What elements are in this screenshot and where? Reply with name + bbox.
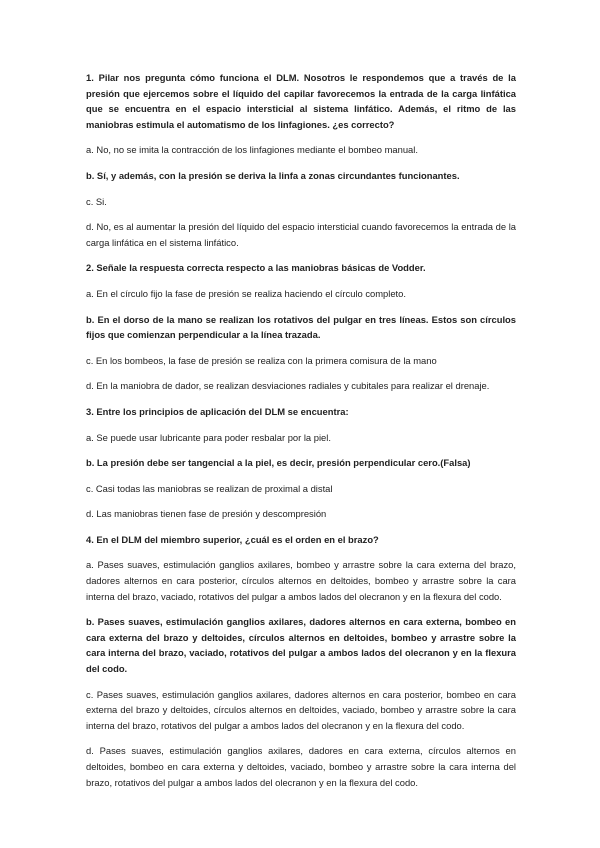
question-4-text: 4. En el DLM del miembro superior, ¿cuál es el orden en el brazo? [86, 533, 379, 545]
question-3-option-b: b. La presión debe ser tangencial a la piel, es decir, presión perpendicular cero.(Falsa) [86, 457, 471, 469]
question-1-option-d: d. No, es al aumentar la presión del líquido del espacio intersticial cuando favorecemos la entrada de la carga linfática en el sistema linfático. [86, 221, 516, 248]
question-2-text: 2. Señale la respuesta correcta respecto a las maniobras básicas de Vodder. [86, 262, 426, 274]
question-4-option-c: c. Pases suaves, estimulación ganglios axilares, dadores alternos en cara posterior, bombeo en cara externa del brazo y deltoides, círculos alternos en deltoides, vaciado, bombeo y arrastre sobre la cara interna del brazo, rotativos del pulgar a ambos lados del olecranon y en la flexura del codo. [86, 688, 516, 731]
question-3-text: 3. Entre los principios de aplicación del DLM se encuentra: [86, 405, 349, 417]
question-4-option-a: a. Pases suaves, estimulación ganglios axilares, bombeo y arrastre sobre la cara externa del brazo, dadores alternos en cara posterior, círculos alternos en deltoides, bombeo y arrastre sobre la cara interna del brazo, vaciado, rotativos del pulgar a ambos lados del olecranon y en la flexura del codo. [86, 559, 516, 602]
question-4 [86, 532, 516, 790]
question-1-option-c: c. Si. [86, 195, 107, 207]
question-4-option-d: d. Pases suaves, estimulación ganglios axilares, dadores en cara externa, círculos alternos en deltoides, bombeo en cara externa y deltoides, vaciado, bombeo y arrastre sobre la cara interna del brazo, rotativos del pulgar a ambos lados del olecranon y en la flexura del codo. [86, 745, 516, 788]
question-2 [86, 260, 516, 394]
question-2-option-d: d. En la maniobra de dador, se realizan desviaciones radiales y cubitales para realizar el drenaje. [86, 380, 490, 392]
question-3-option-c: c. Casi todas las maniobras se realizan de proximal a distal [86, 482, 333, 494]
question-1-option-a: a. No, no se imita la contracción de los linfagiones mediante el bombeo manual. [86, 144, 418, 156]
question-3 [86, 404, 516, 522]
question-3-option-d: d. Las maniobras tienen fase de presión y descompresión [86, 508, 327, 520]
question-4-option-b: b. Pases suaves, estimulación ganglios axilares, dadores alternos en cara externa, bombeo en cara externa del brazo y deltoides, círculos alternos en deltoides, bombeo y arrastre sobre la cara interna del brazo, vaciado, rotativos del pulgar a ambos lados del olecranon y en la flexura del codo. [86, 616, 516, 675]
question-1-text: 1. Pilar nos pregunta cómo funciona el DLM. Nosotros le respondemos que a través de la presión que ejercemos sobre el líquido del capilar favorecemos la entrada de la carga linfática que se encuentra en el espacio intersticial al sistema linfático. Además, el ritmo de las maniobras estimula el automatismo de los linfagiones. ¿es correcto? [86, 72, 516, 130]
question-2-option-a: a. En el círculo fijo la fase de presión se realiza haciendo el círculo completo. [86, 287, 406, 299]
question-1 [86, 70, 516, 250]
question-2-option-b: b. En el dorso de la mano se realizan los rotativos del pulgar en tres líneas. Estos son círculos fijos que comienzan perpendicular a la línea trazada. [86, 313, 516, 341]
question-1-option-b: b. Sí, y además, con la presión se deriva la linfa a zonas circundantes funcionantes. [86, 169, 460, 181]
question-3-option-a: a. Se puede usar lubricante para poder resbalar por la piel. [86, 431, 331, 443]
question-2-option-c: c. En los bombeos, la fase de presión se realiza con la primera comisura de la mano [86, 354, 437, 366]
